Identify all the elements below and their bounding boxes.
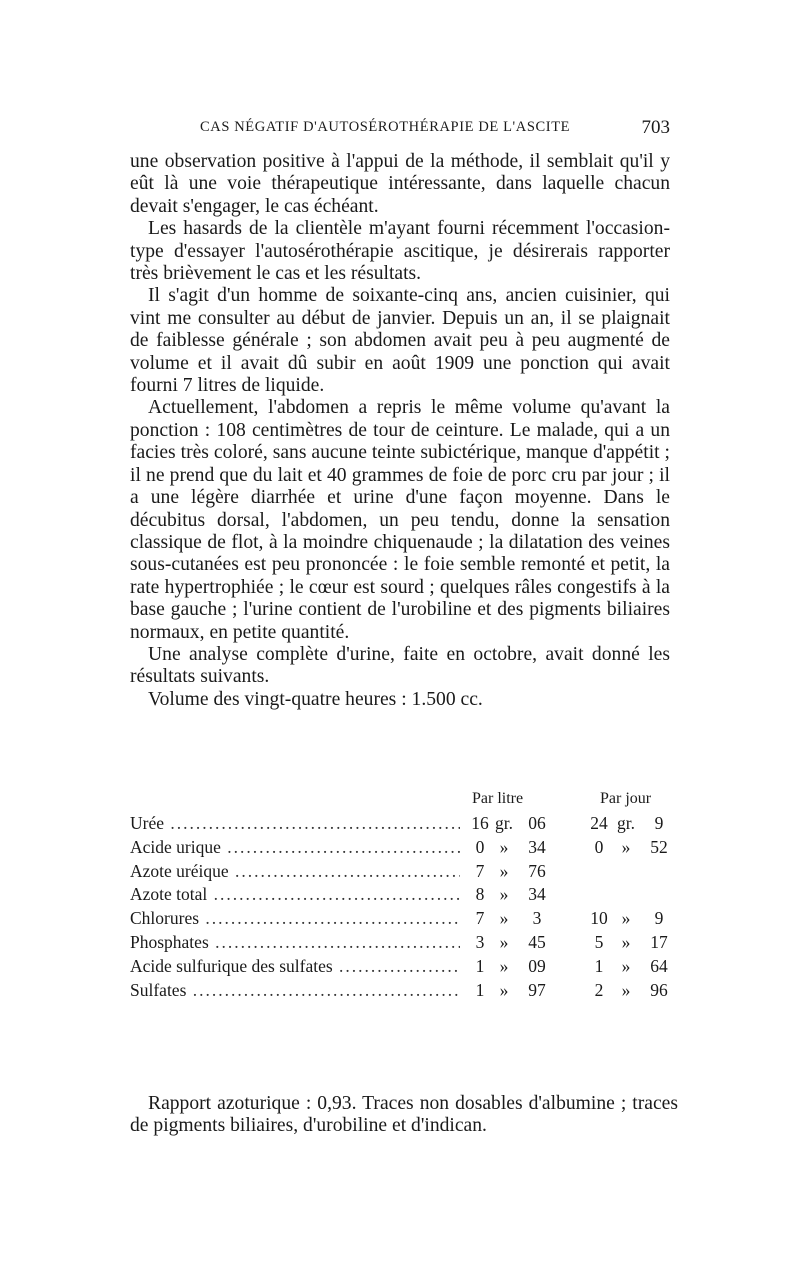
cell-par-litre: 45 bbox=[528, 931, 546, 952]
column-header-par-litre: Par litre bbox=[472, 790, 524, 807]
cell-par-jour: 64 bbox=[650, 955, 668, 976]
paragraph-6: Volume des vingt-quatre heures : 1.500 cc. bbox=[148, 688, 483, 710]
cell-par-litre: » bbox=[499, 979, 509, 1000]
table-row bbox=[130, 812, 680, 836]
cell-par-litre: 97 bbox=[528, 979, 546, 1000]
paragraph-3: Il s'agit d'un homme de soixante-cinq ans, ancien cuisinier, qui vint me consulter au début de janvier. Depuis un an, il se plaignait de faiblesse générale ; son abdomen avait peu à peu augmenté de volume et il avait dû subir en août 1909 une ponction qui avait fourni 7 litres de liquide. bbox=[130, 285, 670, 397]
paragraph-2: Les hasards de la clientèle m'ayant fourni récemment l'occasion-type d'essayer l'autosérothérapie ascitique, je désirerais rapporter très brièvement le cas et les résultats. bbox=[130, 218, 670, 285]
cell-par-litre: 1 bbox=[475, 979, 485, 1000]
cell-par-litre: » bbox=[499, 884, 509, 905]
paragraph-4: Actuellement, l'abdomen a repris le même volume qu'avant la ponction : 108 centimètres de tour de ceinture. Le malade, qui a un facies très coloré, sans aucune teinte subictérique, manque d'appétit ; il ne prend que du lait et 40 grammes de foie de porc cru par jour ; il a une légère diarrhée et urine d'une façon moyenne. Dans le décubitus dorsal, l'abdomen, un peu tendu, donne la sensation classique de flot, à la moindre chiquenaude ; la dilatation des veines sous-cutanées est peu prononcée : le foie semble remonté et petit, la rate hypertrophiée ; le cœur est sourd ; quelques râles congestifs à la base gauche ; l'urine contient de l'urobiline et des pigments biliaires normaux, en petite quantité. bbox=[130, 397, 670, 643]
row-label: Acide urique ..... bbox=[130, 836, 460, 860]
table-row bbox=[130, 836, 680, 860]
cell-par-litre: 1 bbox=[475, 955, 485, 976]
page-number: 703 bbox=[641, 117, 670, 138]
table-row bbox=[130, 860, 680, 884]
cell-par-jour: 96 bbox=[650, 979, 668, 1000]
paragraph-5: Une analyse complète d'urine, faite en octobre, avait donné les résultats suivants. bbox=[130, 643, 670, 688]
row-label: Chlorures ..... bbox=[130, 907, 460, 931]
cell-par-litre: 09 bbox=[528, 955, 546, 976]
cell-par-litre: 0 bbox=[475, 836, 485, 857]
cell-par-litre: » bbox=[499, 955, 509, 976]
cell-par-jour: » bbox=[621, 931, 631, 952]
row-label: Acide sulfurique des sulfates ..... bbox=[130, 955, 460, 979]
cell-par-jour: 0 bbox=[594, 836, 604, 857]
cell-par-jour: » bbox=[621, 979, 631, 1000]
closing-paragraph: Rapport azoturique : 0,93. Traces non dosables d'albumine ; traces de pigments biliaires, d'urobiline et d'indican. bbox=[130, 1093, 678, 1137]
cell-par-litre: 7 bbox=[475, 908, 485, 929]
body-text bbox=[130, 151, 670, 711]
running-title: CAS NÉGATIF D'AUTOSÉROTHÉRAPIE DE L'ASCITE bbox=[200, 119, 571, 135]
cell-par-jour: » bbox=[621, 908, 631, 929]
cell-par-jour: gr. bbox=[617, 813, 635, 833]
cell-par-jour: 10 bbox=[590, 908, 608, 929]
cell-par-litre: 8 bbox=[475, 884, 485, 905]
cell-par-litre: » bbox=[499, 860, 509, 881]
cell-par-jour: » bbox=[621, 836, 631, 857]
cell-par-jour: 2 bbox=[594, 979, 604, 1000]
cell-par-jour: 52 bbox=[650, 836, 668, 857]
cell-par-litre: 16 bbox=[471, 813, 489, 833]
cell-par-litre: 34 bbox=[528, 836, 546, 857]
cell-par-jour: 1 bbox=[594, 955, 604, 976]
table-row bbox=[130, 931, 680, 955]
row-label: Urée ..... bbox=[130, 812, 460, 836]
cell-par-litre: » bbox=[499, 908, 509, 929]
closing-text bbox=[130, 1093, 678, 1138]
cell-par-litre: 3 bbox=[532, 908, 542, 929]
cell-par-litre: 34 bbox=[528, 884, 546, 905]
cell-par-litre: 3 bbox=[475, 931, 485, 952]
cell-par-litre: » bbox=[499, 931, 509, 952]
row-label: Phosphates ..... bbox=[130, 931, 460, 955]
table-row bbox=[130, 907, 680, 931]
cell-par-litre: 76 bbox=[528, 860, 546, 881]
column-header-par-jour: Par jour bbox=[600, 790, 652, 807]
row-label: Sulfates ..... bbox=[130, 979, 460, 1003]
cell-par-litre: 7 bbox=[475, 860, 485, 881]
table-row bbox=[130, 955, 680, 979]
cell-par-jour: 17 bbox=[650, 931, 668, 952]
urine-analysis-table bbox=[130, 812, 680, 1002]
paragraph-1: une observation positive à l'appui de la méthode, il semblait qu'il y eût là une voie thérapeutique intéressante, dans laquelle chacun devait s'engager, le cas échéant. bbox=[130, 151, 670, 217]
cell-par-litre: gr. bbox=[495, 813, 513, 833]
table-row bbox=[130, 979, 680, 1003]
running-head bbox=[130, 117, 670, 141]
cell-par-jour: » bbox=[621, 955, 631, 976]
row-label: Azote total ..... bbox=[130, 883, 460, 907]
cell-par-jour: 9 bbox=[654, 813, 664, 833]
cell-par-jour: 5 bbox=[594, 931, 604, 952]
cell-par-jour: 24 bbox=[590, 813, 608, 833]
cell-par-litre: 06 bbox=[528, 813, 546, 833]
table-row bbox=[130, 883, 680, 907]
row-label: Azote uréique ..... bbox=[130, 860, 460, 884]
cell-par-litre: » bbox=[499, 836, 509, 857]
cell-par-jour: 9 bbox=[654, 908, 664, 929]
